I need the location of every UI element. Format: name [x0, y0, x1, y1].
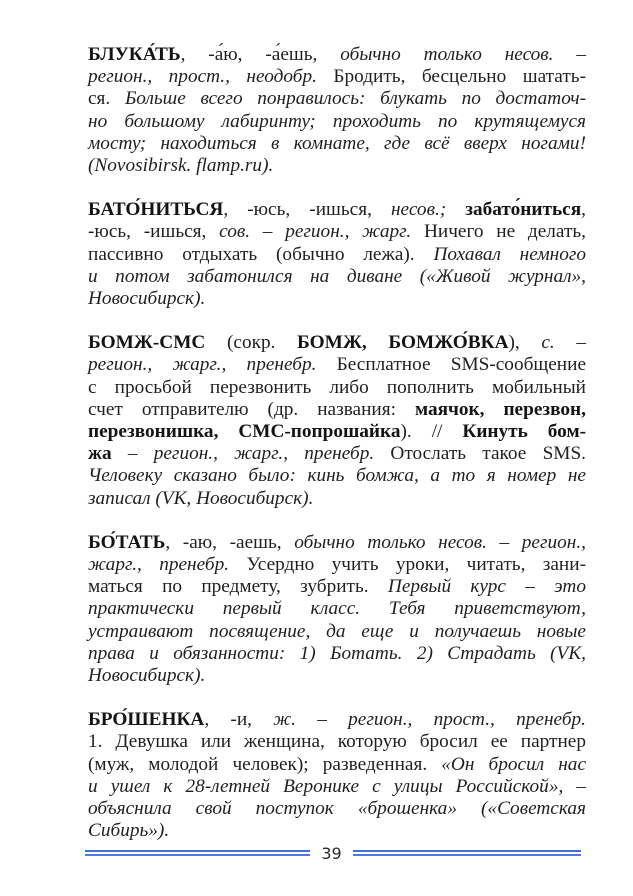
entry-line [88, 621, 586, 643]
italic-text: ж. – регион., прост., пренебр. [273, 709, 586, 731]
body-text: Усердно учить уроки, читать, зани- [229, 554, 586, 576]
italic-text: объяснила свой поступок «брошенка» («Советская [88, 798, 586, 820]
entry-line [88, 155, 586, 177]
italic-text: сов. – регион., жарг. [219, 221, 412, 243]
headword-text: перезвонишка, СМС-попрошайка [88, 421, 401, 443]
italic-text: но большому лабиринту; проходить по крутящемуся [88, 110, 586, 132]
headword-text: жа [88, 443, 112, 465]
italic-text: с. – [541, 332, 586, 354]
italic-text: обычно только несов. – [340, 44, 586, 65]
headword-text: БАТО́НИТЬСЯ [88, 199, 224, 221]
body-text: ся. [88, 88, 125, 110]
entry-line [88, 244, 586, 266]
body-text: (муж, молодой человек); разведенная. [88, 753, 442, 775]
entry-line [88, 731, 586, 753]
italic-text: мосту; находиться в комнате, где всё вверх ногами! [88, 132, 586, 154]
italic-text: Сибирь»). [88, 820, 170, 842]
body-text [446, 199, 465, 220]
body-text: ). // [400, 421, 463, 443]
italic-text: Первый курс – это [387, 576, 586, 598]
entry-line [88, 776, 586, 798]
italic-text: и потом забатонился на диване («Живой журнал», [88, 265, 586, 287]
italic-text: Похавал немного [433, 243, 587, 265]
italic-text: (Novosibirsk. flamp.ru). [88, 155, 274, 177]
body-text: (сокр. [205, 332, 298, 354]
entry-line [88, 88, 586, 110]
italic-text: Новосибирск). [88, 665, 206, 687]
entry-line [88, 665, 586, 687]
entry-line [88, 354, 586, 376]
body-text: , -аю, -аешь, [165, 531, 295, 553]
italic-text: записал (VK, Новосибирск). [88, 487, 314, 509]
entry-line [88, 399, 586, 421]
italic-text: регион., прост., неодобр. [88, 66, 317, 88]
dictionary-entry-bomzh-sms [88, 332, 586, 510]
headword-text: забато́ниться [465, 199, 582, 221]
italic-text: устраивают посвящение, да еще и получаешь новые [88, 620, 586, 642]
entry-line [88, 532, 586, 554]
entry-line [88, 465, 586, 487]
entry-line [88, 133, 586, 155]
dictionary-entry-batonitsya [88, 199, 586, 310]
decorative-double-rule-right [353, 850, 581, 857]
italic-text: Больше всего понравилось: блукать по достаточ- [124, 88, 586, 110]
body-text: Отослать такое SMS. [374, 443, 586, 465]
headword-text: Кинуть бом- [462, 421, 586, 443]
dictionary-entry-blukat [88, 44, 586, 177]
body-text: Бродить, бесцельно шатать- [316, 66, 586, 88]
italic-text: несов.; [390, 199, 447, 221]
body-text: 1. Девушка или женщина, которую бросил ее партнер [88, 731, 586, 753]
entry-line [88, 598, 586, 620]
italic-text: жарг., пренебр. [88, 554, 230, 576]
entry-line [88, 798, 586, 820]
entry-line [88, 221, 586, 243]
italic-text: «Он бросил нас [441, 753, 586, 775]
headword-text: БОМЖ, БОМЖО́ВКА [297, 332, 509, 354]
body-text: , -юсь, -ишься, [223, 199, 391, 221]
entry-line [88, 443, 586, 465]
entry-line [88, 576, 586, 598]
page-footer [85, 843, 585, 867]
italic-text: Человеку сказано было: кинь бомжа, а то я номер не [88, 465, 586, 487]
body-text: ), [508, 332, 542, 354]
italic-text: и ушел к 28-летней Веронике с улицы Российской», – [88, 775, 586, 797]
entry-line [88, 66, 586, 88]
body-text: Бесплатное SMS-сообщение [316, 354, 586, 376]
headword-text: БО́ТАТЬ [88, 531, 166, 553]
entry-line [88, 643, 586, 665]
body-text: -юсь, -ишься, [88, 221, 220, 243]
entry-line [88, 709, 586, 731]
body-text: с просьбой перезвонить либо пополнить мобильный [88, 376, 586, 398]
entry-line [88, 266, 586, 288]
body-text: Ничего не делать, [411, 221, 587, 243]
decorative-double-rule-left [85, 850, 310, 857]
headword-text: маячок, перезвон, [414, 398, 586, 420]
body-text: , -а́ю, -а́ешь, [180, 44, 341, 65]
dictionary-entry-botat [88, 532, 586, 687]
body-text: пассивно отдыхать (обычно лежа). [88, 243, 434, 265]
entry-line [88, 754, 586, 776]
entry-line [88, 554, 586, 576]
entry-line [88, 488, 586, 510]
entry-line [88, 44, 586, 66]
dictionary-entry-broshenka [88, 709, 586, 842]
entry-line [88, 820, 586, 842]
body-text: , -и, [204, 709, 274, 731]
italic-text: права и обязанности: 1) Ботать. 2) Страдать (VK, [88, 642, 586, 664]
italic-text: обычно только несов. – регион., [294, 531, 586, 553]
entry-line [88, 111, 586, 133]
body-text: счет отправителю (др. названия: [88, 398, 415, 420]
headword-text: БРО́ШЕНКА [88, 709, 205, 731]
headword-text: БОМЖ-СМС [88, 332, 206, 354]
entry-line [88, 288, 586, 310]
body-text: , [581, 199, 586, 221]
entry-line [88, 332, 586, 354]
italic-text: практически первый класс. Тебя приветствуют, [88, 598, 586, 620]
headword-text: БЛУКА́ТЬ [88, 44, 181, 65]
entry-line [88, 421, 586, 443]
italic-text: Новосибирск). [88, 288, 206, 310]
page-number: 39 [321, 844, 342, 863]
italic-text: – регион., жарг., пренебр. [111, 443, 375, 465]
dictionary-page [88, 44, 586, 865]
body-text: маться по предмету, зубрить. [88, 576, 388, 598]
entry-line [88, 199, 586, 221]
italic-text: регион., жарг., пренебр. [88, 354, 317, 376]
entry-line [88, 377, 586, 399]
